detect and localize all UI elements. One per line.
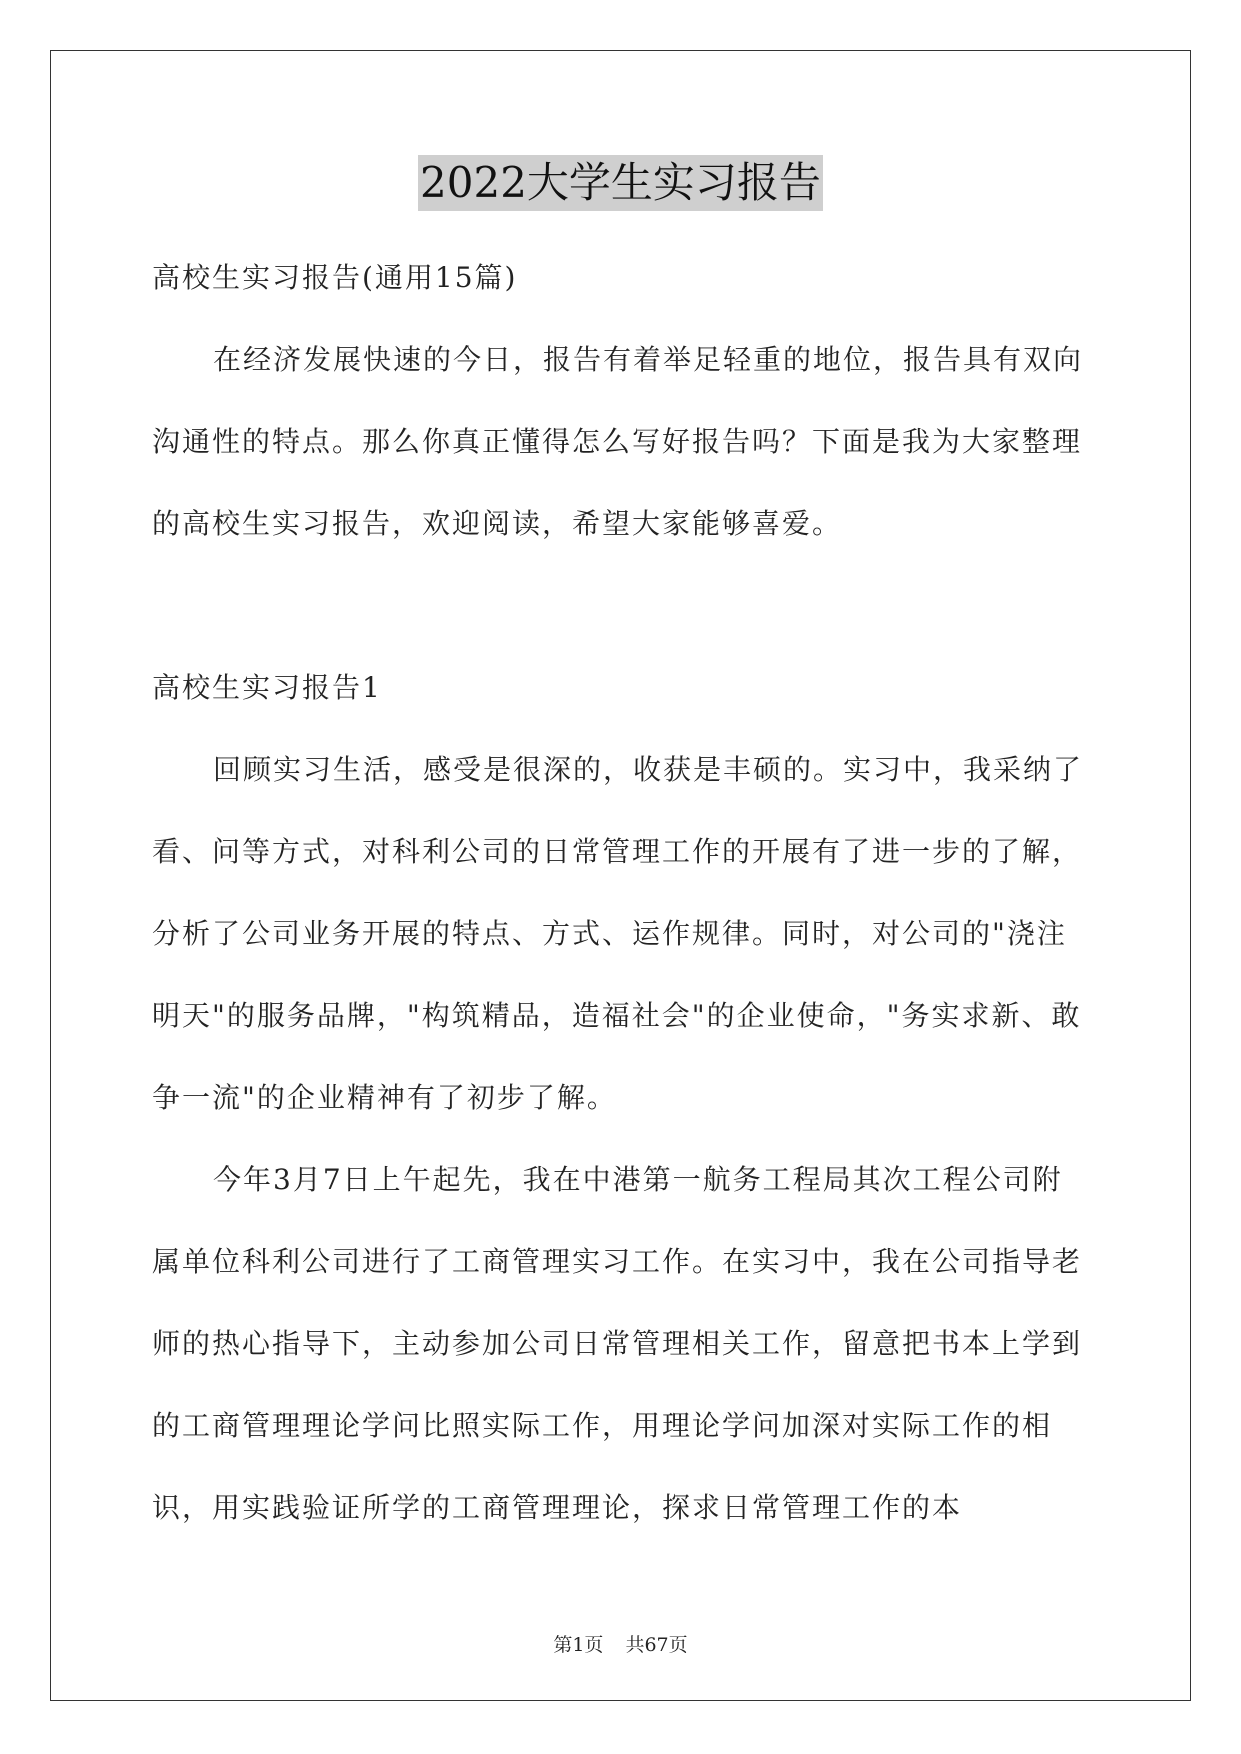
body-paragraph-2: 今年3月7日上午起先，我在中港第一航务工程局其次工程公司附属单位科利公司进行了工商管理实习工作。在实习中，我在公司指导老师的热心指导下，主动参加公司日常管理相关工作，留意把书本上学到的工商管理理论学问比照实际工作，用理论学问加深对实际工作的相识，用实践验证所学的工商管理理论，探求日常管理工作的本 (152, 1163, 1083, 1524)
document-body (152, 237, 1092, 1549)
title-container (0, 155, 1241, 211)
document-subtitle: 高校生实习报告(通用15篇) (152, 261, 518, 294)
page-footer (0, 1630, 1241, 1657)
intro-paragraph: 在经济发展快速的今日，报告有着举足轻重的地位，报告具有双向沟通性的特点。那么你真正懂得怎么写好报告吗？下面是我为大家整理的高校生实习报告，欢迎阅读，希望大家能够喜爱。 (152, 343, 1084, 540)
body-paragraph-1: 回顾实习生活，感受是很深的，收获是丰硕的。实习中，我采纳了看、问等方式，对科利公司的日常管理工作的开展有了进一步的了解，分析了公司业务开展的特点、方式、运作规律。同时，对公司的"浇注明天"的服务品牌，"构筑精品，造福社会"的企业使命，"务实求新、敢争一流"的企业精神有了初步了解。 (152, 753, 1084, 1114)
section-heading: 高校生实习报告1 (152, 671, 382, 704)
document-title: 2022大学生实习报告 (418, 155, 823, 211)
page-number-current: 第1页 (553, 1634, 604, 1656)
page-number-total: 共67页 (625, 1634, 688, 1656)
